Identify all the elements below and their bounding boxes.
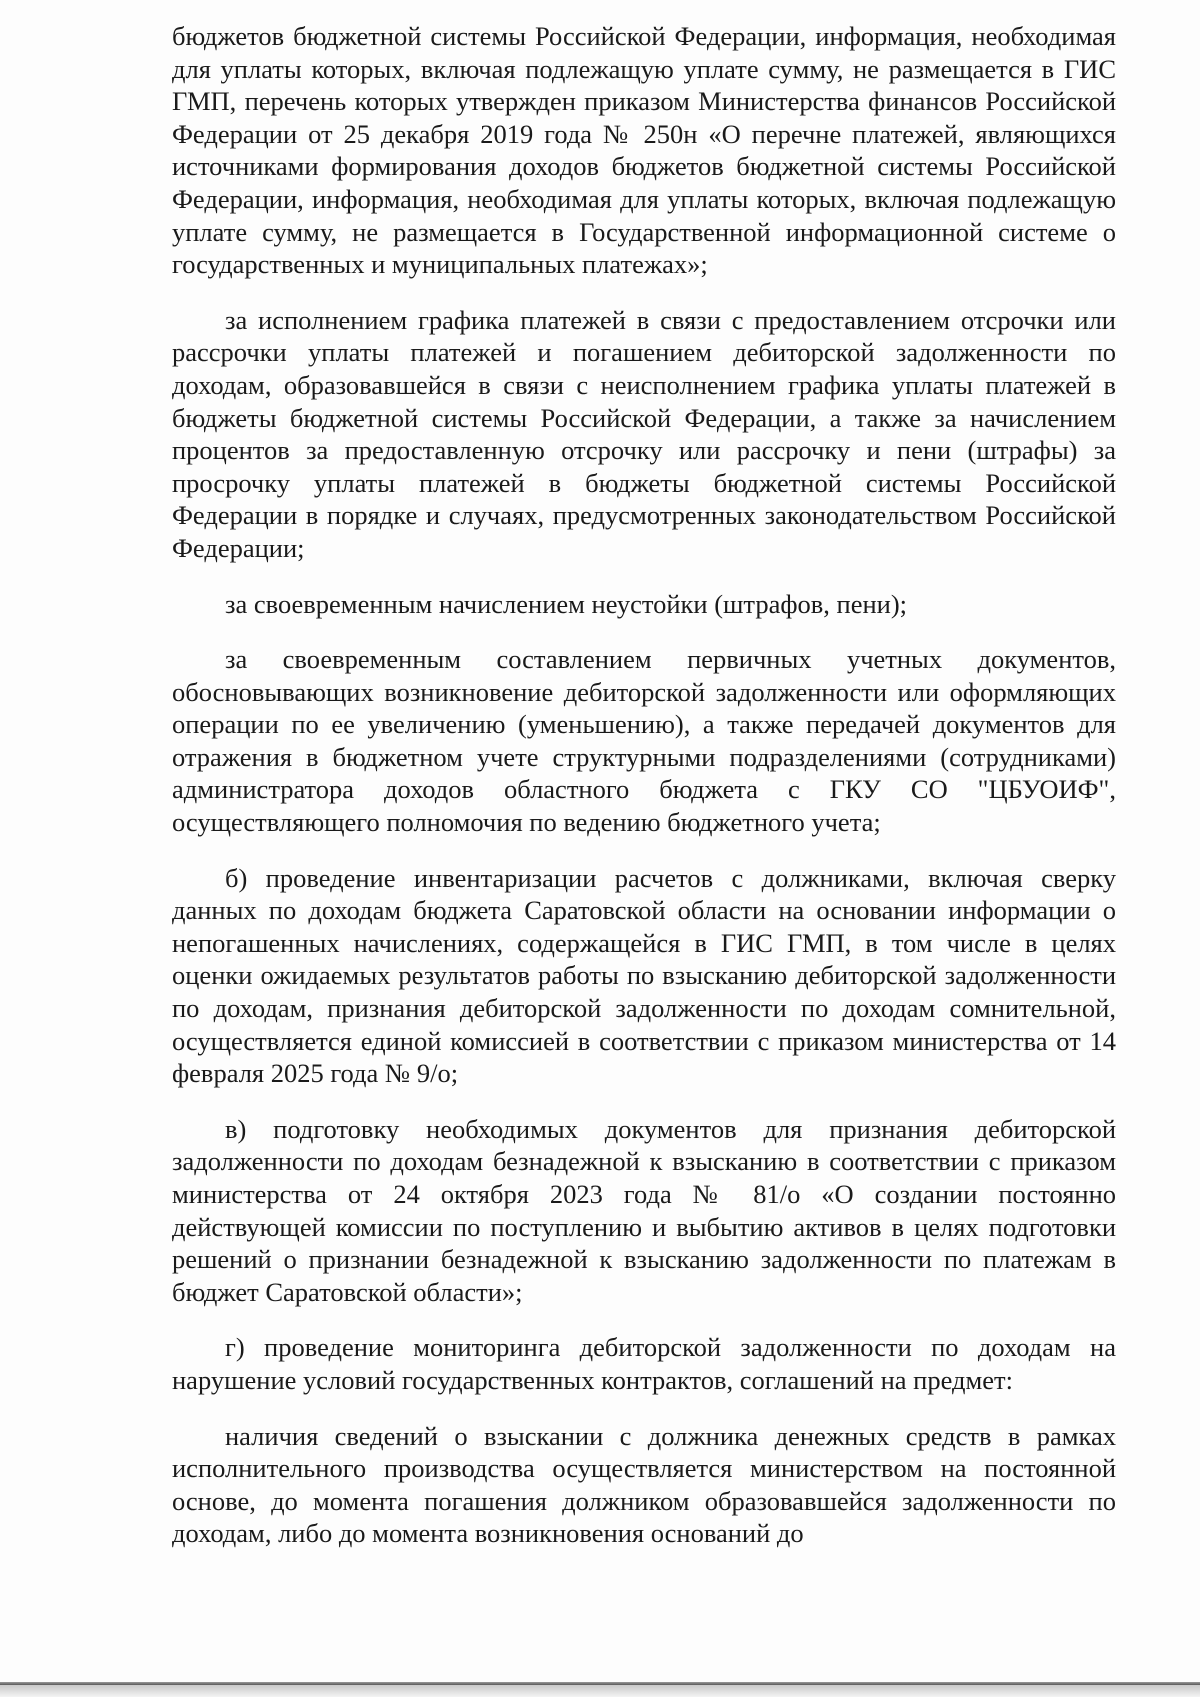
paragraph-enforcement: наличия сведений о взыскании с должника денежных средств в рамках исполнительного производства осуществляется министерством на постоянной основе, до момента погашения должником образовавшейся задолженности по доходам, либо до момента возникновения оснований до bbox=[172, 1420, 1116, 1549]
paragraph-gap bbox=[172, 620, 1116, 643]
paragraph-item-g: г) проведение мониторинга дебиторской задолженности по доходам на нарушение условий государственных контрактов, соглашений на предмет: bbox=[172, 1332, 1116, 1395]
paragraph-gap bbox=[172, 839, 1116, 862]
scan-bottom-shadow bbox=[0, 1685, 1200, 1697]
paragraph-gap bbox=[172, 565, 1116, 588]
paragraph-item-b: б) проведение инвентаризации расчетов с должниками, включая сверку данных по доходам бюджета Саратовской области на основании информации о непогашенных начислениях, содержащейся в ГИС ГМП, в том числе в целях оценки ожидаемых результатов работы по взысканию дебиторской задолженности по доходам, признания дебиторской задолженности по доходам сомнительной, осуществляется единой комиссией в соответствии с приказом министерства от 14 февраля 2025 года № 9/о; bbox=[172, 862, 1116, 1089]
paragraph-continuation: бюджетов бюджетной системы Российской Федерации, информация, необходимая для уплаты которых, включая подлежащую уплате сумму, не размещается в ГИС ГМП, перечень которых утвержден приказом Министерства финансов Российской Федерации от 25 декабря 2019 года № 250н «О перечне платежей, являющихся источниками формирования доходов бюджетов бюджетной системы Российской Федерации, информация, необходимая для уплаты которых, включая подлежащую уплате сумму, не размещается в Государственной информационной системе о государственных и муниципальных платежах»; bbox=[172, 21, 1116, 280]
paragraph-gap bbox=[172, 1090, 1116, 1113]
paragraph-item-v: в) подготовку необходимых документов для признания дебиторской задолженности по доходам безнадежной к взысканию в соответствии с приказом министерства от 24 октября 2023 года № 81/о «О создании постоянно действующей комиссии по поступлению и выбытию активов в целях подготовки решений о признании безнадежной к взысканию задолженности по платежам в бюджет Саратовской области»; bbox=[172, 1113, 1116, 1307]
paragraph-gap bbox=[172, 1308, 1116, 1331]
paragraph-gap bbox=[172, 1397, 1116, 1420]
paragraph-primary-documents: за своевременным составлением первичных учетных документов, обосновывающих возникновение дебиторской задолженности или оформляющих операции по ее увеличению (уменьшению), а также передачей документов для отражения в бюджетном учете структурными подразделениями (сотрудниками) администратора доходов областного бюджета с ГКУ СО "ЦБУОИФ", осуществляющего полномочия по ведению бюджетного учета; bbox=[172, 644, 1116, 838]
paragraph-penalty-accrual: за своевременным начислением неустойки (штрафов, пени); bbox=[225, 588, 908, 619]
paragraph-payment-schedule: за исполнением графика платежей в связи с предоставлением отсрочки или рассрочки уплаты платежей и погашением дебиторской задолженности по доходам, образовавшейся в связи с неисполнением графика уплаты платежей в бюджеты бюджетной системы Российской Федерации, а также за начислением процентов за предоставленную отсрочку или рассрочку и пени (штрафы) за просрочку уплаты платежей в бюджеты бюджетной системы Российской Федерации в порядке и случаях, предусмотренных законодательством Российской Федерации; bbox=[172, 304, 1116, 563]
paragraph-gap bbox=[172, 281, 1116, 304]
document-body bbox=[172, 20, 1116, 1550]
